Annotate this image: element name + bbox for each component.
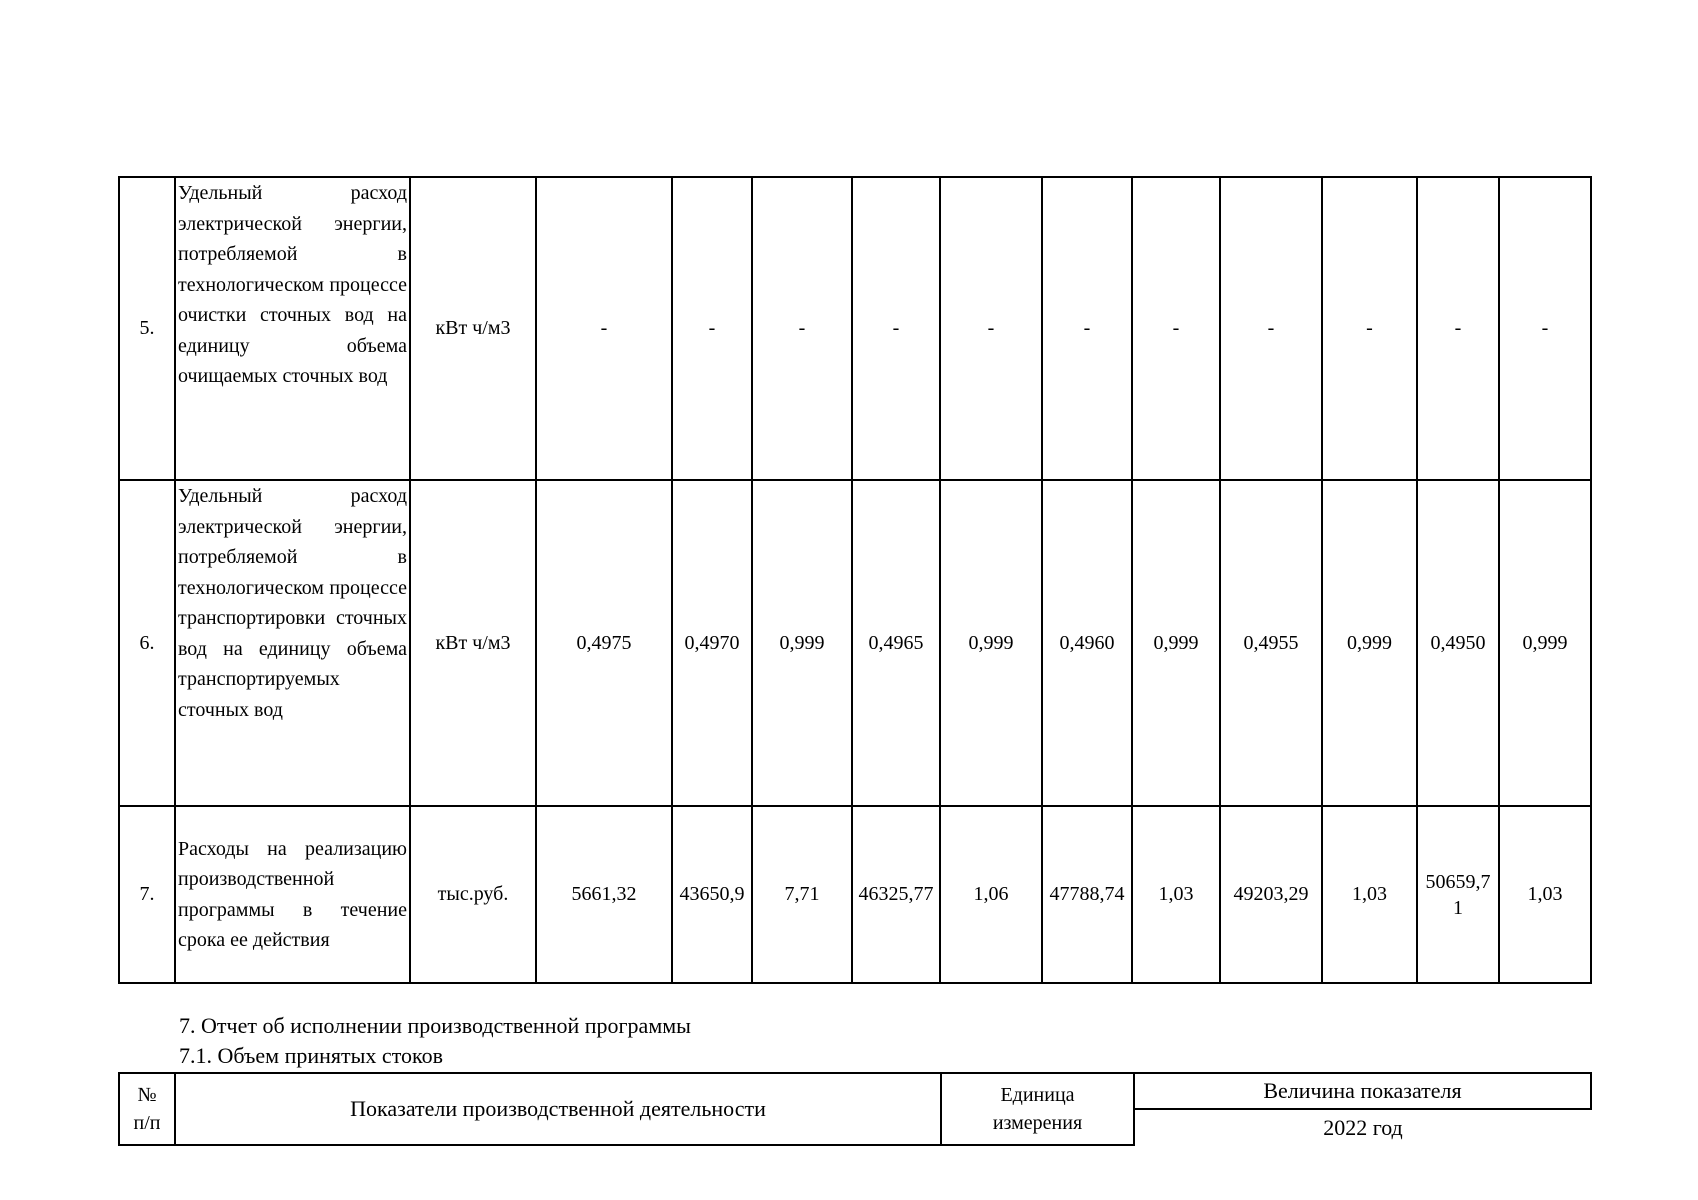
value-cell: - — [1042, 177, 1132, 480]
value-cell: 5661,32 — [536, 806, 672, 983]
row-number: 7. — [119, 806, 175, 983]
value-cell: 1,03 — [1132, 806, 1220, 983]
value-cell: - — [672, 177, 752, 480]
value-cell: - — [1220, 177, 1322, 480]
unit-cell: кВт ч/м3 — [410, 177, 536, 480]
table-row — [119, 806, 1591, 983]
value-cell: 0,999 — [1499, 480, 1591, 806]
value-cell: 7,71 — [752, 806, 852, 983]
row-number: 6. — [119, 480, 175, 806]
table-row — [119, 177, 1591, 480]
value-cell: - — [852, 177, 940, 480]
value-cell: 0,999 — [940, 480, 1042, 806]
value-cell: 1,06 — [940, 806, 1042, 983]
subsection-heading: 7.1. Объем принятых стоков — [179, 1043, 443, 1068]
indicator-name: Удельный расход электрической энергии, потребляемой в технологическом процессе транспортировки сточных вод на единицу объема транспортируемых сточных вод — [175, 480, 410, 806]
indicator-name: Удельный расход электрической энергии, потребляемой в технологическом процессе очистки сточных вод на единицу объема очищаемых сточных вод — [175, 177, 410, 480]
value-cell: 0,4950 — [1417, 480, 1499, 806]
num-header — [119, 1073, 175, 1145]
value-cell: 47788,74 — [1042, 806, 1132, 983]
unit-header-label: Единица измерения — [992, 1084, 1083, 1134]
value-cell: 43650,9 — [672, 806, 752, 983]
value-header: Величина показателя — [1134, 1073, 1591, 1109]
value-cell: 0,999 — [1132, 480, 1220, 806]
value-cell: 46325,77 — [852, 806, 940, 983]
value-cell: 0,999 — [752, 480, 852, 806]
year-header: 2022 год — [1134, 1109, 1591, 1145]
unit-cell: кВт ч/м3 — [410, 480, 536, 806]
table-header-row — [119, 1073, 1591, 1109]
value-cell: 0,4975 — [536, 480, 672, 806]
value-cell: 0,4970 — [672, 480, 752, 806]
report-table — [118, 1072, 1592, 1146]
unit-cell: тыс.руб. — [410, 806, 536, 983]
section-heading: 7. Отчет об исполнении производственной программы — [179, 1013, 691, 1038]
table-row — [119, 480, 1591, 806]
value-cell: - — [1322, 177, 1417, 480]
value-cell: 0,4960 — [1042, 480, 1132, 806]
value-cell: 0,999 — [1322, 480, 1417, 806]
value-cell: 0,4965 — [852, 480, 940, 806]
value-cell: - — [1499, 177, 1591, 480]
value-cell: 49203,29 — [1220, 806, 1322, 983]
value-cell: 1,03 — [1499, 806, 1591, 983]
indicator-name: Расходы на реализацию производственной программы в течение срока ее действия — [175, 806, 410, 983]
value-cell — [1417, 806, 1499, 983]
value-cell: - — [536, 177, 672, 480]
indicators-table — [118, 176, 1592, 984]
value-cell: - — [752, 177, 852, 480]
value-cell: - — [1417, 177, 1499, 480]
unit-header — [941, 1073, 1134, 1145]
row-number: 5. — [119, 177, 175, 480]
value-cell: 0,4955 — [1220, 480, 1322, 806]
indicators-header: Показатели производственной деятельности — [175, 1073, 941, 1145]
value-cell: - — [1132, 177, 1220, 480]
value-cell-wrapped: 50659,71 — [1425, 870, 1491, 919]
value-cell: 1,03 — [1322, 806, 1417, 983]
value-cell: - — [940, 177, 1042, 480]
num-header-label: № п/п — [133, 1084, 161, 1134]
